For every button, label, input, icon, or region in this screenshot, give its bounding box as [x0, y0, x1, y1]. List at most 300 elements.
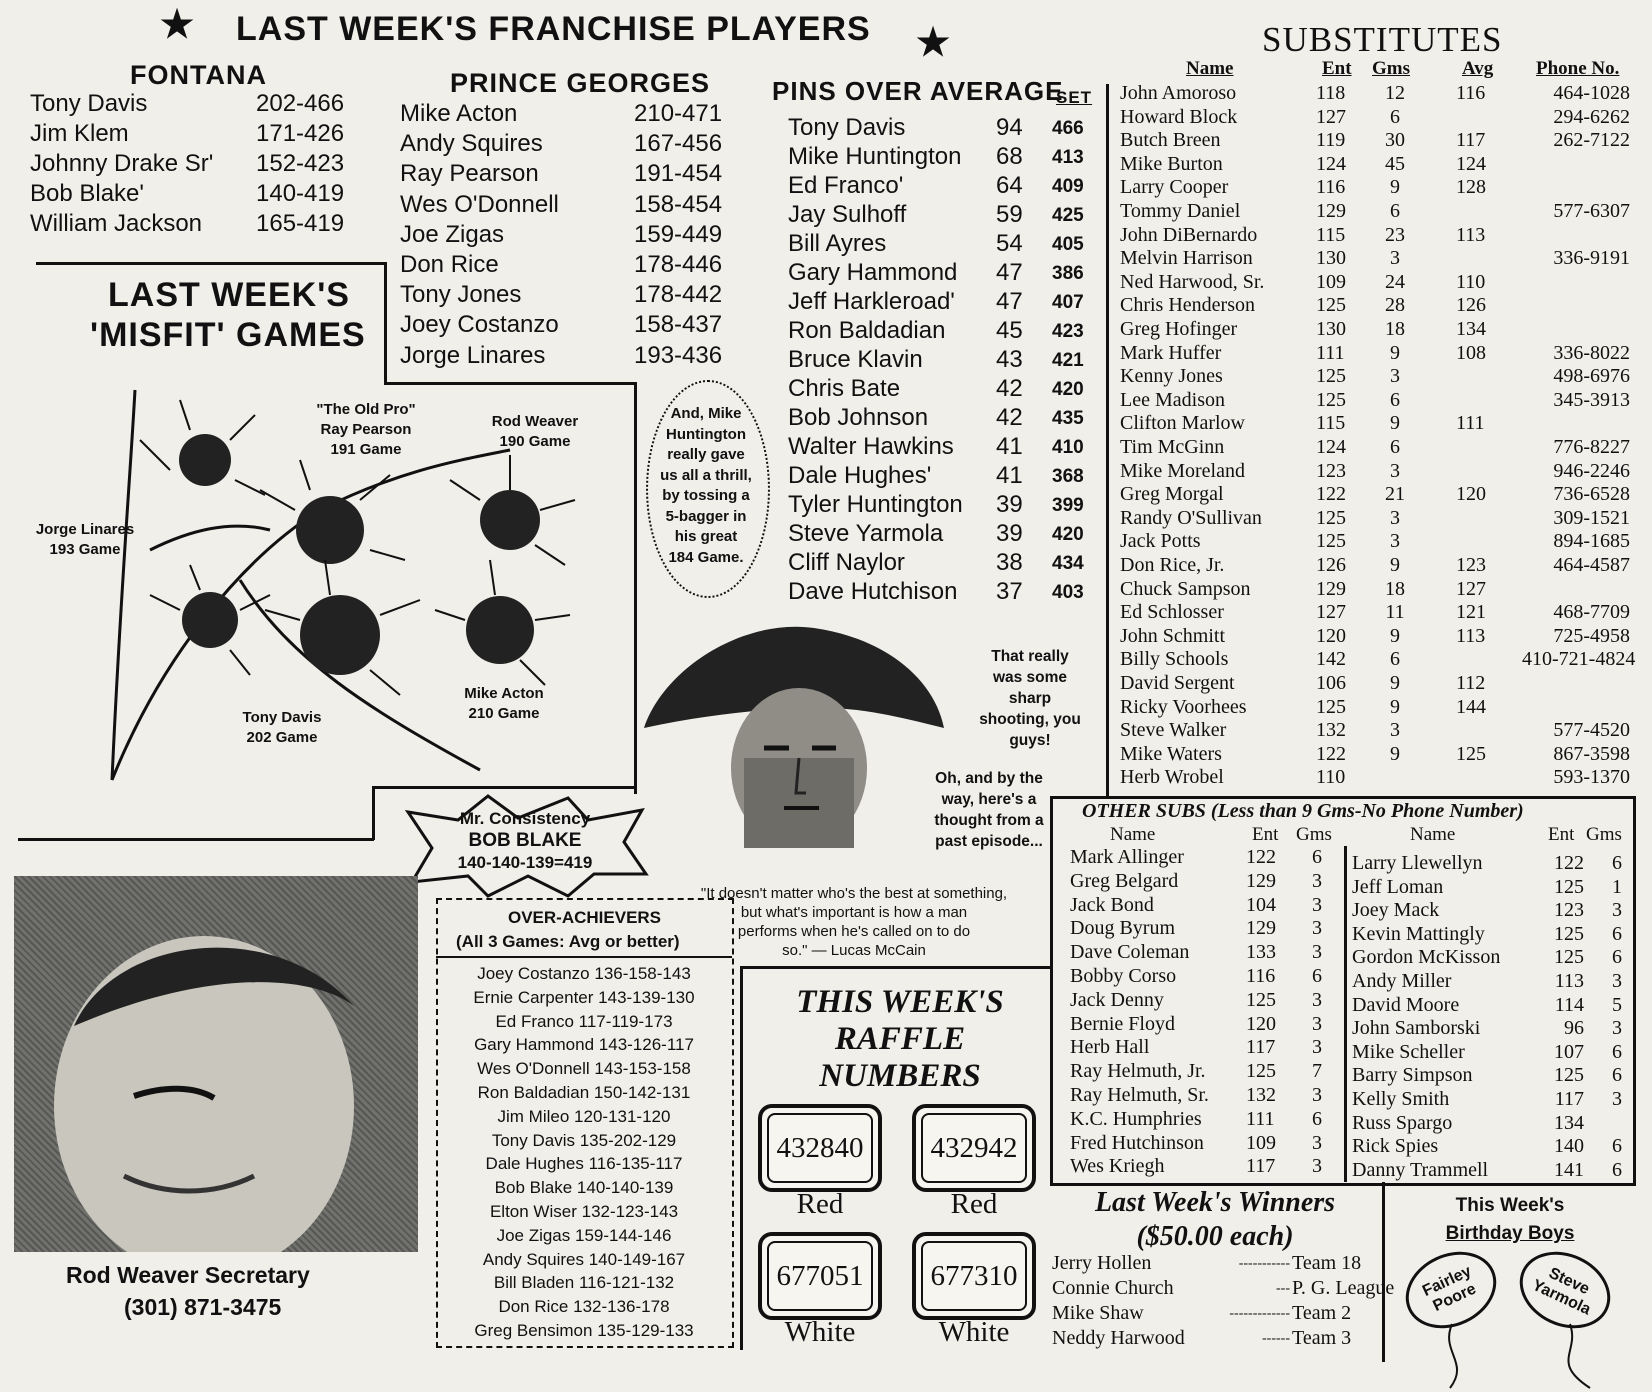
os-gms: 7: [1312, 1060, 1322, 1083]
sub-ent: 132: [1316, 719, 1346, 742]
quote-line3: performs when he's called on to do: [737, 923, 971, 940]
over-achiever-row: [440, 1202, 728, 1222]
col-header-gms: Gms: [1372, 58, 1410, 79]
poa-pins: 41: [996, 462, 1023, 489]
poa-pins: 64: [996, 172, 1023, 199]
raffle-color: Red: [950, 1188, 998, 1220]
os-gms: 3: [1312, 988, 1322, 1011]
sub-ent: 125: [1316, 506, 1346, 529]
substitutes-title: SUBSTITUTES: [1262, 20, 1503, 59]
sharp-shooting-line: was some: [992, 669, 1068, 686]
over-achiever-name: Joey Costanzo: [477, 964, 590, 983]
over-achiever-name: Don Rice: [498, 1297, 569, 1317]
poa-name: Chris Bate: [788, 375, 901, 402]
col-header-avg: Avg: [1462, 58, 1494, 79]
thought-line: Oh, and by the: [935, 770, 1043, 787]
sub-gms: 45: [1385, 152, 1405, 175]
linares-label-line2: 193 Game: [49, 541, 121, 558]
poa-set: 403: [1052, 582, 1084, 603]
os-name: Bobby Corso: [1070, 965, 1177, 987]
over-achiever-name: Wes O'Donnell: [477, 1059, 590, 1079]
secretary-name: Rod Weaver Secretary: [66, 1262, 310, 1288]
poa-set: 399: [1052, 495, 1084, 516]
sub-ent: 120: [1316, 624, 1346, 647]
sub-ent: 115: [1316, 412, 1346, 435]
poa-set: 386: [1052, 263, 1084, 284]
sub-name: Ned Harwood, Sr.: [1120, 270, 1265, 293]
thought-line: past episode...: [935, 833, 1043, 850]
birthday-balloon: Fairley Poore: [1393, 1238, 1509, 1343]
poa-name: Dave Hutchison: [788, 578, 958, 605]
winners-title-line2: ($50.00 each): [1136, 1221, 1294, 1252]
sub-name: Mike Moreland: [1120, 459, 1245, 482]
sub-phone: 336-9191: [1553, 247, 1630, 270]
over-achiever-scores: 159-144-146: [575, 1225, 672, 1245]
over-achiever-row: [440, 1131, 728, 1151]
poa-name: Bill Ayres: [788, 230, 887, 257]
os-gms: 3: [1312, 869, 1322, 892]
sub-name: Jack Potts: [1120, 530, 1201, 553]
sub-gms: 21: [1385, 483, 1405, 506]
sub-name: Clifton Marlow: [1120, 412, 1245, 435]
poa-pins: 42: [996, 375, 1023, 402]
os-ent: 122: [1554, 852, 1584, 874]
os-ent: 96: [1564, 1017, 1584, 1040]
sub-name: Howard Block: [1120, 105, 1238, 128]
poa-pins: 45: [996, 317, 1023, 344]
player-name: Don Rice: [400, 251, 499, 278]
sub-ent: 129: [1316, 200, 1346, 222]
os-ent: 117: [1246, 1155, 1276, 1178]
poa-name: Bruce Klavin: [788, 346, 923, 373]
sub-ent: 125: [1316, 695, 1346, 718]
os-ent: 116: [1246, 965, 1276, 987]
os-gms: 6: [1612, 922, 1622, 945]
birthday-title-line1: This Week's: [1455, 1195, 1565, 1216]
sharp-shooting-line: guys!: [1009, 732, 1051, 749]
sub-gms: 3: [1390, 247, 1400, 270]
sub-phone: 294-6262: [1553, 105, 1630, 128]
over-achiever-scores: 116-121-132: [578, 1273, 675, 1293]
poa-name: Tony Davis: [788, 114, 906, 141]
sub-ent: 130: [1316, 318, 1346, 340]
os-header-name: Name: [1110, 824, 1156, 845]
os-gms: 6: [1312, 965, 1322, 987]
os-gms: 3: [1312, 1131, 1322, 1154]
rod-weaver-photo: [14, 876, 418, 1252]
winner-team: Team 2: [1292, 1302, 1352, 1324]
sub-ent: 126: [1316, 554, 1346, 576]
player-score: 159-449: [634, 220, 723, 248]
over-achiever-row: [440, 1012, 728, 1032]
over-achiever-name: Gary Hammond: [474, 1035, 595, 1055]
poa-pins: 54: [996, 230, 1023, 257]
sub-avg: 116: [1456, 82, 1486, 104]
poa-name: Ed Franco': [788, 172, 904, 199]
sub-gms: 24: [1385, 270, 1405, 293]
sub-name: Billy Schools: [1120, 648, 1229, 671]
misfit-title-line2: 'MISFIT' GAMES: [90, 316, 366, 354]
os-header-gms: Gms: [1296, 824, 1332, 845]
sub-phone: 894-1685: [1553, 530, 1630, 553]
birthday-balloon: Steve Yarmola: [1507, 1238, 1623, 1343]
sub-gms: 9: [1390, 624, 1400, 647]
birthday-title-line2: Birthday Boys: [1445, 1223, 1575, 1244]
over-achiever-scores: 143-153-158: [594, 1059, 691, 1079]
consistency-line1: Mr. Consistency: [459, 809, 591, 828]
os-ent: 140: [1554, 1135, 1584, 1158]
os-name: Mike Scheller: [1352, 1040, 1465, 1063]
player-name: Bob Blake': [30, 180, 144, 207]
sub-name: Greg Hofinger: [1120, 318, 1238, 340]
player-name: Johnny Drake Sr': [30, 150, 214, 177]
os-gms: 3: [1612, 970, 1622, 992]
raffle-color: White: [784, 1316, 856, 1348]
col-header-ent: Ent: [1322, 58, 1352, 79]
star-icon: ★: [916, 22, 952, 64]
sub-ent: 124: [1316, 152, 1346, 175]
sub-gms: 6: [1390, 200, 1400, 222]
os-gms: 6: [1612, 1135, 1622, 1158]
os-name: Dave Coleman: [1070, 941, 1190, 964]
os-gms: 3: [1312, 1036, 1322, 1059]
thought-line: way, here's a: [941, 791, 1037, 808]
sub-gms: 6: [1390, 436, 1400, 458]
sub-gms: 3: [1390, 506, 1400, 529]
winner-team: Team 18: [1292, 1252, 1362, 1274]
os-ent: 123: [1554, 899, 1584, 922]
thought-line: thought from a: [934, 812, 1044, 829]
os-ent: 134: [1554, 1111, 1584, 1134]
poa-set: 407: [1052, 292, 1084, 313]
sub-gms: 23: [1385, 223, 1405, 246]
weaver-label-line2: 190 Game: [499, 433, 571, 450]
over-achiever-scores: 116-135-117: [588, 1154, 683, 1174]
sub-ent: 115: [1316, 223, 1346, 246]
huntington-note-line: by tossing a: [662, 487, 750, 504]
sub-name: Herb Wrobel: [1120, 766, 1224, 789]
os-ent: 111: [1246, 1107, 1275, 1130]
player-score: 140-419: [256, 180, 345, 207]
os-ent: 120: [1246, 1012, 1276, 1035]
sharp-shooting-line: That really: [991, 648, 1069, 665]
over-achiever-name: Jim Mileo: [497, 1106, 570, 1126]
sub-avg: 110: [1456, 270, 1486, 293]
sub-phone: 577-4520: [1553, 719, 1630, 742]
os-ent: 125: [1554, 922, 1584, 945]
player-name: Tony Davis: [30, 90, 148, 117]
sub-name: David Sergent: [1120, 672, 1235, 694]
sub-gms: 18: [1385, 577, 1405, 600]
sub-phone: 262-7122: [1553, 129, 1630, 152]
sub-name: Greg Morgal: [1120, 483, 1224, 506]
linares-label-line1: Jorge Linares: [35, 521, 135, 538]
fontana-title: FONTANA: [130, 60, 267, 90]
winner-dashes: -------------: [1229, 1306, 1290, 1321]
os-name: John Samborski: [1352, 1017, 1481, 1040]
sub-gms: 11: [1385, 601, 1405, 624]
player-name: Joe Zigas: [400, 220, 505, 248]
davis-label-line1: Tony Davis: [242, 709, 322, 726]
over-achiever-row: [440, 1226, 728, 1246]
os-gms: 3: [1612, 1017, 1622, 1040]
set-column-header: SET: [1056, 88, 1093, 107]
player-score: 171-426: [256, 120, 345, 147]
sharp-shooting-note: [966, 646, 1094, 751]
sub-name: Tommy Daniel: [1120, 200, 1241, 222]
poa-name: Walter Hawkins: [788, 433, 954, 460]
over-achievers-subtitle: (All 3 Games: Avg or better): [456, 932, 680, 951]
divider: [18, 838, 374, 841]
over-achiever-name: Andy Squires: [482, 1249, 584, 1269]
sub-avg: 126: [1456, 294, 1486, 317]
over-achiever-row: [440, 964, 728, 984]
poa-name: Ron Baldadian: [788, 317, 946, 344]
sub-name: John DiBernardo: [1120, 223, 1258, 246]
old-pro-label-line3: 191 Game: [330, 441, 402, 458]
poa-pins: 47: [996, 259, 1023, 286]
player-score: 167-456: [634, 130, 723, 158]
raffle-ticket: 432942: [912, 1104, 1036, 1192]
player-score: 158-437: [634, 311, 723, 339]
sub-ent: 122: [1316, 742, 1346, 765]
sub-phone: 736-6528: [1553, 483, 1630, 506]
divider: [1344, 846, 1347, 1182]
os-gms: 3: [1312, 893, 1322, 916]
sub-ent: 125: [1316, 294, 1346, 317]
os-gms: 3: [1612, 1088, 1622, 1110]
poa-set: 409: [1052, 176, 1084, 197]
sub-avg: 113: [1456, 624, 1486, 647]
other-subs-title: OTHER SUBS (Less than 9 Gms-No Phone Number): [1082, 800, 1524, 822]
player-name: Jim Klem: [30, 120, 129, 147]
os-name: David Moore: [1352, 993, 1460, 1016]
os-name: Andy Miller: [1352, 970, 1452, 992]
over-achiever-name: Elton Wiser: [489, 1202, 577, 1221]
divider: [436, 956, 732, 958]
sub-avg: 134: [1456, 318, 1486, 340]
player-score: 178-442: [634, 281, 723, 309]
sub-ent: 129: [1316, 577, 1346, 600]
poa-set: 423: [1052, 321, 1084, 342]
sub-name: Mike Burton: [1120, 152, 1223, 175]
os-name: Herb Hall: [1070, 1036, 1150, 1059]
sub-ent: 109: [1316, 270, 1346, 293]
over-achiever-scores: 140-149-167: [588, 1249, 686, 1269]
poa-pins: 42: [996, 404, 1023, 431]
over-achiever-row: [440, 1107, 728, 1127]
over-achiever-row: [440, 1273, 728, 1293]
raffle-title-line2: RAFFLE: [834, 1021, 966, 1057]
sub-gms: 9: [1390, 742, 1400, 765]
os-gms: 6: [1612, 1158, 1622, 1181]
divider: [1106, 84, 1109, 796]
poa-name: Gary Hammond: [788, 259, 958, 286]
over-achiever-scores: 135-202-129: [579, 1130, 677, 1150]
balloon-strings: [1430, 1322, 1630, 1390]
os-header-gms: Gms: [1586, 824, 1622, 845]
poa-set: 434: [1052, 553, 1084, 574]
os-name: Jack Bond: [1070, 893, 1154, 916]
over-achiever-scores: 140-140-139: [576, 1178, 674, 1198]
os-gms: 3: [1312, 1012, 1322, 1035]
poa-pins: 39: [996, 491, 1023, 518]
os-name: Doug Byrum: [1070, 917, 1175, 940]
divider: [740, 966, 743, 1350]
os-gms: 6: [1612, 1040, 1622, 1063]
os-ent: 109: [1246, 1131, 1276, 1154]
old-pro-label-line1: "The Old Pro": [316, 401, 416, 418]
sub-avg: 108: [1456, 341, 1486, 364]
sub-gms: 9: [1390, 672, 1400, 694]
over-achiever-name: Bill Bladen: [493, 1273, 575, 1293]
sub-avg: 120: [1456, 483, 1486, 506]
os-gms: 6: [1612, 946, 1622, 969]
sub-ent: 127: [1316, 601, 1346, 624]
linares-label: [26, 520, 144, 560]
player-score: 191-454: [634, 160, 723, 188]
sub-gms: 6: [1390, 648, 1400, 671]
player-score: 152-423: [256, 150, 345, 177]
sub-ent: 110: [1316, 766, 1346, 789]
sub-phone: 867-3598: [1553, 742, 1630, 765]
old-pro-label-line2: Ray Pearson: [320, 421, 412, 438]
player-score: 202-466: [256, 90, 345, 117]
os-ent: 125: [1554, 1064, 1584, 1087]
poa-pins: 41: [996, 433, 1023, 460]
over-achiever-row: [440, 1321, 728, 1341]
sub-avg: 125: [1456, 742, 1486, 765]
sub-phone: 593-1370: [1553, 766, 1630, 789]
sub-ent: 122: [1316, 483, 1346, 506]
sub-name: Larry Cooper: [1120, 176, 1229, 199]
poa-pins: 38: [996, 549, 1023, 576]
player-score: 178-446: [634, 251, 723, 278]
poa-set: 410: [1052, 437, 1084, 458]
poa-name: Steve Yarmola: [788, 520, 944, 547]
over-achiever-row: [440, 988, 728, 1008]
sub-name: Randy O'Sullivan: [1120, 506, 1262, 529]
sub-avg: 112: [1456, 672, 1486, 694]
os-ent: 133: [1246, 941, 1276, 964]
poa-name: Dale Hughes': [788, 462, 932, 489]
sub-name: Mark Huffer: [1120, 341, 1222, 364]
poa-name: Jeff Harkleroad': [788, 288, 955, 315]
poa-pins: 47: [996, 288, 1023, 315]
over-achiever-row: [440, 1154, 728, 1174]
sub-name: John Amoroso: [1120, 82, 1237, 104]
raffle-ticket: 677051: [758, 1232, 882, 1320]
sub-ent: 106: [1316, 672, 1346, 694]
os-ent: 125: [1246, 988, 1276, 1011]
os-name: Ray Helmuth, Sr.: [1070, 1084, 1209, 1106]
huntington-note-line: 184 Game.: [668, 548, 744, 566]
os-gms: 1: [1612, 875, 1622, 898]
os-gms: 3: [1312, 941, 1322, 964]
poa-pins: 59: [996, 201, 1023, 228]
sub-name: John Schmitt: [1120, 624, 1226, 647]
quote-line4: so." — Lucas McCain: [782, 942, 926, 959]
old-pro-label: [306, 400, 426, 460]
winners-title: [1050, 1186, 1380, 1254]
sub-avg: 117: [1456, 129, 1486, 152]
sub-avg: 121: [1456, 601, 1486, 624]
quote-line1: "It doesn't matter who's the best at something,: [700, 885, 1008, 902]
player-name: Ray Pearson: [400, 160, 539, 188]
os-ent: 104: [1246, 893, 1276, 916]
sub-phone: 309-1521: [1553, 506, 1630, 529]
huntington-note-line: And, Mike: [670, 405, 742, 422]
poa-name: Tyler Huntington: [788, 491, 963, 518]
sub-gms: 3: [1390, 365, 1400, 388]
os-ent: 141: [1554, 1158, 1584, 1181]
sub-gms: 12: [1385, 82, 1405, 104]
over-achiever-row: [440, 1250, 728, 1270]
os-gms: 3: [1612, 899, 1622, 922]
sub-ent: 111: [1316, 341, 1345, 364]
sub-phone: 464-4587: [1553, 554, 1630, 576]
poa-pins: 37: [996, 578, 1023, 605]
poa-name: Jay Sulhoff: [788, 201, 907, 228]
over-achiever-name: Tony Davis: [491, 1130, 575, 1150]
thought-note: [920, 768, 1058, 852]
player-name: Joey Costanzo: [400, 311, 559, 339]
divider: [36, 262, 386, 265]
over-achiever-scores: 143-126-117: [598, 1035, 694, 1055]
player-name: Tony Jones: [400, 281, 522, 309]
sub-name: Lee Madison: [1120, 388, 1225, 411]
birthday-title: [1400, 1192, 1620, 1248]
sub-name: Mike Waters: [1120, 742, 1222, 765]
raffle-title-line3: NUMBERS: [819, 1058, 981, 1094]
divider: [372, 786, 375, 840]
over-achiever-row: [440, 1178, 728, 1198]
player-score: 158-454: [634, 190, 723, 218]
sub-phone: 345-3913: [1553, 388, 1630, 411]
sub-phone: 577-6307: [1553, 200, 1630, 222]
misfit-title-line1: LAST WEEK'S: [108, 276, 350, 314]
star-icon: ★: [160, 4, 196, 46]
weaver-label: [480, 412, 590, 452]
davis-label: [232, 708, 332, 748]
sub-avg: 113: [1456, 223, 1486, 246]
winner-name: Mike Shaw: [1052, 1302, 1144, 1324]
sub-gms: 9: [1390, 695, 1400, 718]
player-name: Jorge Linares: [400, 341, 546, 369]
sub-ent: 125: [1316, 530, 1346, 553]
over-achiever-name: Bob Blake: [494, 1178, 573, 1198]
poa-name: Cliff Naylor: [788, 549, 905, 576]
poa-name: Mike Huntington: [788, 143, 962, 170]
sub-gms: 9: [1390, 176, 1400, 199]
sub-phone: 498-6976: [1553, 365, 1630, 388]
sub-name: Ed Schlosser: [1120, 601, 1224, 624]
over-achiever-name: Ron Baldadian: [477, 1083, 590, 1102]
over-achiever-scores: 132-123-143: [581, 1202, 679, 1221]
os-name: Barry Simpson: [1352, 1064, 1473, 1087]
os-name: Mark Allinger: [1070, 846, 1184, 868]
raffle-color: Red: [796, 1188, 844, 1220]
sub-ent: 118: [1316, 82, 1346, 104]
raffle-color: White: [938, 1316, 1010, 1348]
os-gms: 3: [1312, 1084, 1322, 1106]
over-achiever-name: Greg Bensimon: [474, 1321, 593, 1340]
sub-name: Don Rice, Jr.: [1120, 554, 1225, 576]
over-achiever-scores: 117-119-173: [578, 1011, 673, 1031]
page-title: LAST WEEK'S FRANCHISE PLAYERS: [236, 10, 871, 48]
prince-georges-title: PRINCE GEORGES: [450, 68, 711, 98]
os-name: Greg Belgard: [1070, 869, 1179, 892]
